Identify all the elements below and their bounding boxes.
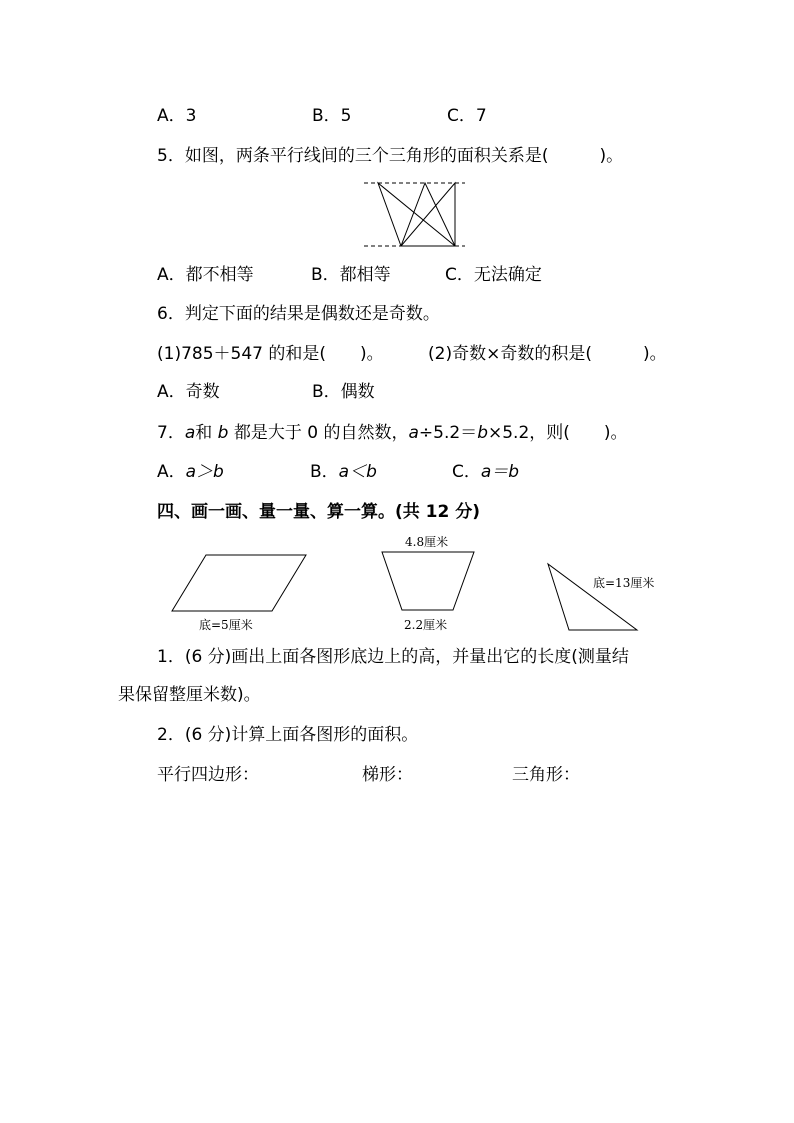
q5-option-b: B．都相等	[311, 265, 391, 285]
q6-option-a: A．奇数	[157, 382, 220, 402]
q5-parallel-lines-figure	[364, 183, 465, 246]
q6-option-b: B．偶数	[312, 382, 375, 402]
parallelogram-base-label: 底=5厘米	[199, 618, 253, 632]
q4-option-b: B．5	[312, 106, 352, 126]
answer-triangle-label: 三角形：	[512, 765, 580, 785]
q5-triangle-1	[378, 183, 455, 246]
q5-question: 5．如图，两条平行线间的三个三角形的面积关系是( )。	[157, 146, 624, 166]
q7-mid2: 都是大于 0 的自然数，	[228, 423, 409, 443]
q4-option-a: A．3	[157, 106, 197, 126]
q7-var-b-2: b	[477, 423, 488, 443]
parallelogram-shape	[172, 555, 306, 611]
q7-question	[157, 421, 628, 445]
q7-var-a-2: a	[408, 423, 419, 443]
answer-parallelogram-label: 平行四边形：	[157, 765, 259, 785]
q5-option-a: A．都不相等	[157, 265, 254, 285]
trapezoid-bottom-label: 2.2厘米	[404, 618, 448, 632]
q7-mid1: 和	[195, 423, 218, 443]
parallelogram-figure	[172, 555, 306, 632]
q7-var-b: b	[217, 423, 229, 443]
section4-title: 四、画一画、量一量、算一算。(共 12 分)	[157, 502, 481, 522]
trapezoid-shape	[382, 552, 474, 610]
q7-option-a-prefix: A．	[157, 462, 186, 482]
q7-option-c-prefix: C．	[452, 462, 481, 482]
q7-option-c-expr: a＝b	[480, 462, 520, 482]
q6-question: 6．判定下面的结果是偶数还是奇数。	[157, 304, 440, 324]
q5-option-c: C．无法确定	[445, 265, 542, 285]
q6-part-2: (2)奇数×奇数的积是( )。	[428, 344, 667, 364]
q7-option-b	[310, 460, 377, 484]
q7-prefix: 7．	[157, 423, 185, 443]
section4-q2: 2．(6 分)计算上面各图形的面积。	[157, 725, 419, 745]
q7-mid3: ÷5.2＝	[418, 423, 478, 443]
q7-option-b-prefix: B．	[310, 462, 339, 482]
triangle-figure	[548, 564, 654, 630]
q4-option-c: C．7	[447, 106, 487, 126]
q7-option-b-expr: a＜b	[338, 462, 377, 482]
section4-q1-line1: 1．(6 分)画出上面各图形底边上的高，并量出它的长度(测量结	[157, 647, 629, 667]
section4-q1-line2: 果保留整厘米数)。	[118, 685, 261, 705]
q7-option-c	[452, 460, 519, 484]
q7-option-a	[157, 460, 224, 484]
q7-option-a-expr: a＞b	[185, 462, 224, 482]
q5-triangle-3	[401, 183, 455, 246]
triangle-shape	[548, 564, 637, 630]
q7-var-a: a	[184, 423, 196, 443]
q6-part-1: (1)785＋547 的和是( )。	[157, 344, 384, 364]
trapezoid-figure	[382, 534, 474, 632]
answer-trapezoid-label: 梯形：	[362, 765, 413, 785]
trapezoid-top-label: 4.8厘米	[405, 535, 449, 549]
q7-mid4: ×5.2，则( )。	[487, 423, 628, 443]
triangle-base-label: 底=13厘米	[593, 576, 655, 590]
